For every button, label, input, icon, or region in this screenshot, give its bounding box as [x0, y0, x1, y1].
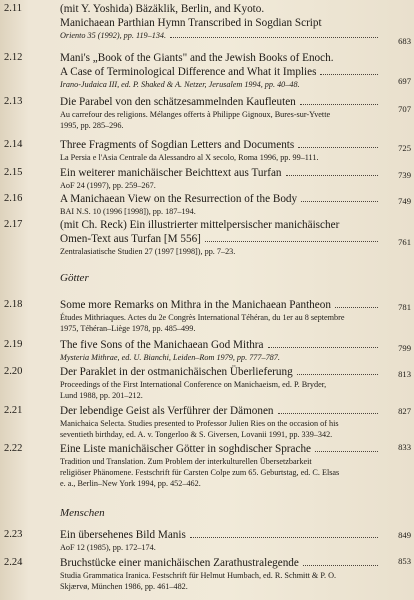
entry-number: 2.23 [4, 529, 23, 540]
section-heading-goetter: Götter [60, 272, 89, 284]
entry-publication: Au carrefour des religions. Mélanges offerts à Philippe Gignoux, Bures-sur-Yvette [60, 110, 331, 119]
entry-title-line: (mit Ch. Reck) Ein illustrierter mittelpersischer manichäischer [60, 219, 340, 231]
entry-number: 2.13 [4, 96, 23, 107]
entry-title-line: Three Fragments of Sogdian Letters and Documents [60, 139, 295, 151]
entry-number: 2.21 [4, 405, 23, 416]
entry-publication: Zentralasiatische Studien 27 (1997 [1998]), pp. 7–23. [60, 247, 236, 256]
entry-publication: e. a., Berlin–New York 1994, pp. 452–462. [60, 479, 201, 488]
entry-publication: 1975, Téhéran–Liège 1978, pp. 485–499. [60, 324, 196, 333]
entry-number: 2.18 [4, 299, 23, 310]
entry-publication: seventieth birthday, ed. A. v. Tongerloo & S. Giversen, Lovanii 1991, pp. 339–342. [60, 430, 333, 439]
entry-title-line: Mani's „Book of the Giants" and the Jewish Books of Enoch. [60, 52, 334, 64]
entry-page-number: 761 [398, 237, 411, 247]
entry-title-line: A Manichaean View on the Resurrection of the Body [60, 193, 298, 205]
entry-number: 2.24 [4, 557, 23, 568]
entry-page-number: 813 [398, 369, 411, 379]
entry-page-number: 833 [398, 442, 411, 452]
entry-title-line: Eine Liste manichäischer Götter in soghdischer Sprache [60, 443, 312, 455]
entry-title-line: Omen-Text aus Turfan [M 556] [60, 233, 201, 245]
entry-title-line: Manichaean Parthian Hymn Transcribed in Sogdian Script [60, 17, 322, 29]
entry-title-line: Some more Remarks on Mithra in the Manichaean Pantheon [60, 299, 331, 311]
entry-publication: Lund 1988, pp. 201–212. [60, 391, 143, 400]
entry-number: 2.15 [4, 167, 23, 178]
entry-publication: Irano-Judaica III, ed. P. Shaked & A. Netzer, Jerusalem 1994, pp. 40–48. [60, 80, 300, 89]
entry-page-number: 725 [398, 143, 411, 153]
section-heading-menschen: Menschen [60, 507, 105, 519]
entry-publication: BAI N.S. 10 (1996 [1998]), pp. 187–194. [60, 207, 196, 216]
entry-publication: Études Mithriaques. Actes du 2e Congrès International Téhéran, du 1er au 8 septembre [60, 313, 345, 322]
entry-publication: AoF 24 (1997), pp. 259–267. [60, 181, 156, 190]
entry-page-number: 827 [398, 406, 411, 416]
entry-title-line: A Case of Terminological Difference and What it Implies [60, 66, 317, 78]
entry-publication: Skjærvø, München 1986, pp. 461–482. [60, 582, 188, 591]
entry-page-number: 707 [398, 104, 411, 114]
entry-title-line: Die Parabel von den schätzesammelnden Kaufleuten [60, 96, 296, 108]
entry-number: 2.22 [4, 443, 23, 454]
entry-page-number: 781 [398, 302, 411, 312]
entry-publication: AoF 12 (1985), pp. 172–174. [60, 543, 156, 552]
entry-publication: La Persia e l'Asia Centrale da Alessandro al X secolo, Roma 1996, pp. 99–111. [60, 153, 319, 162]
entry-number: 2.20 [4, 366, 23, 377]
entry-number: 2.12 [4, 52, 23, 63]
entry-title-line: Der lebendige Geist als Verführer der Dämonen [60, 405, 274, 417]
entry-number: 2.19 [4, 339, 23, 350]
entry-publication: Manichaica Selecta. Studies presented to Professor Julien Ries on the occasion of his [60, 419, 339, 428]
entry-page-number: 799 [398, 343, 411, 353]
entry-publication: Oriento 35 (1992), pp. 119–134. [60, 31, 167, 40]
entry-title-line: Ein übersehenes Bild Manis [60, 529, 186, 541]
entry-publication: Studia Grammatica Iranica. Festschrift für Helmut Humbach, ed. R. Schmitt & P. O. [60, 571, 337, 580]
entry-title-line: Bruchstücke einer manichäischen Zarathustralegende [60, 557, 299, 569]
entry-number: 2.14 [4, 139, 23, 150]
entry-number: 2.16 [4, 193, 23, 204]
entry-publication: Mysteria Mithrae, ed. U. Bianchi, Leiden–Rom 1979, pp. 777–787. [60, 353, 280, 362]
entry-title-line: The five Sons of the Manichaean God Mithra [60, 339, 264, 351]
entry-publication: Tradition und Translation. Zum Problem der interkulturellen Übersetzbarkeit [60, 457, 312, 466]
entry-page-number: 749 [398, 196, 411, 206]
entry-page-number: 683 [398, 36, 411, 46]
entry-publication: Proceedings of the First International Conference on Manichaeism, ed. P. Bryder, [60, 380, 327, 389]
entry-title-line: Ein weiterer manichäischer Beichttext aus Turfan [60, 167, 282, 179]
entry-title-line: Der Paraklet in der ostmanichäischen Überlieferung [60, 366, 293, 378]
entry-title-line: (mit Y. Yoshida) Bäzäklik, Berlin, and Kyoto. [60, 3, 265, 15]
entry-number: 2.11 [4, 3, 22, 14]
entry-page-number: 853 [398, 556, 411, 566]
entry-publication: 1995, pp. 285–296. [60, 121, 124, 130]
entry-page-number: 739 [398, 170, 411, 180]
entry-number: 2.17 [4, 219, 23, 230]
entry-publication: religiöser Phänomene. Festschrift für Carsten Colpe zum 65. Geburtstag, ed. C. Elsas [60, 468, 340, 477]
entry-page-number: 849 [398, 530, 411, 540]
entry-page-number: 697 [398, 76, 411, 86]
